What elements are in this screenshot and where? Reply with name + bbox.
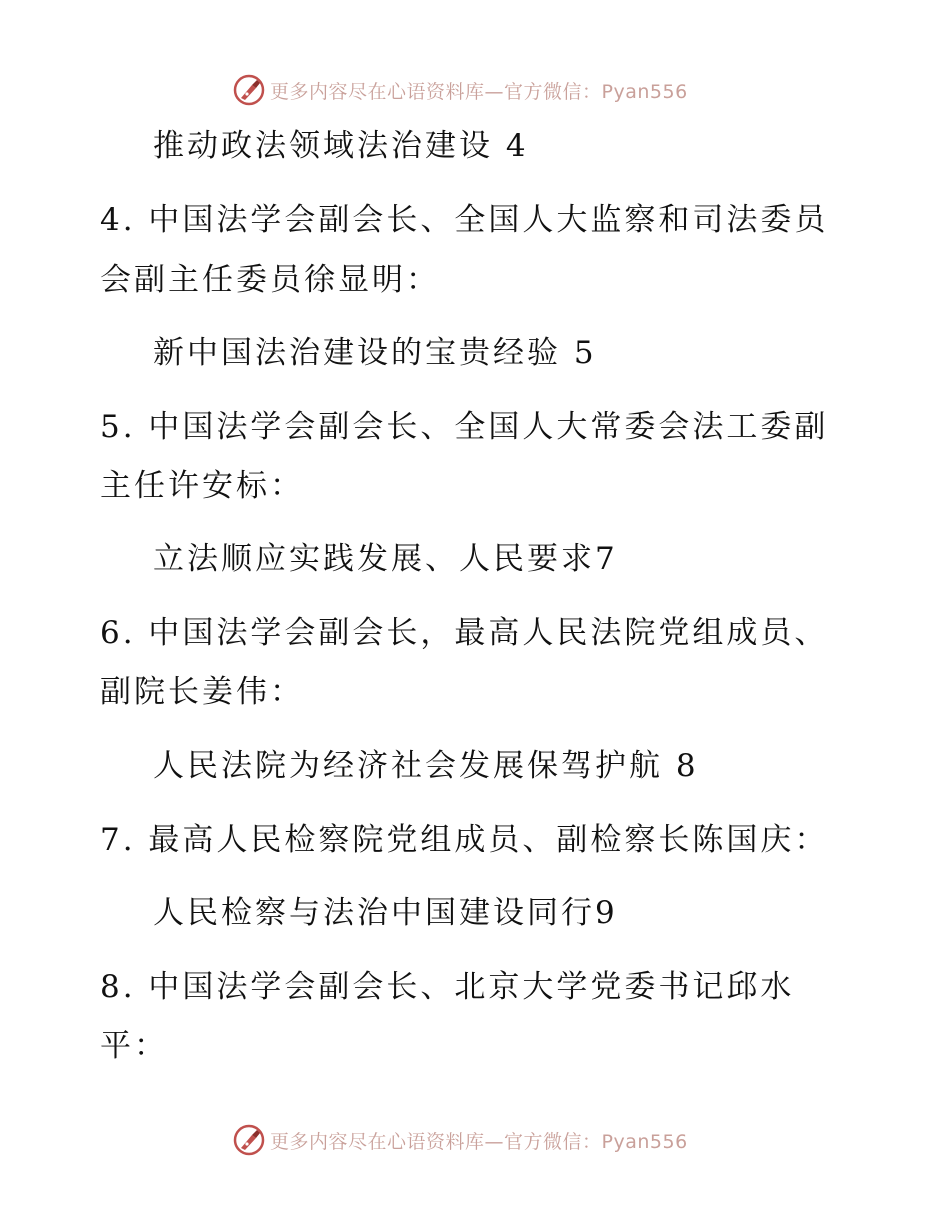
footer-watermark <box>232 1120 688 1160</box>
toc-line: 立法顺应实践发展、人民要求7 <box>153 541 618 577</box>
toc-line: 会副主任委员徐显明： <box>100 262 440 298</box>
toc-line: 7. 最高人民检察院党组成员、副检察长陈国庆： <box>100 822 829 858</box>
toc-line: 平： <box>100 1028 168 1064</box>
toc-line: 人民法院为经济社会发展保驾护航 8 <box>153 748 699 784</box>
toc-line: 5. 中国法学会副会长、全国人大常委会法工委副 <box>100 409 829 445</box>
toc-line: 主任许安标： <box>100 468 304 504</box>
toc-line: 推动政法领域法治建设 4 <box>153 128 529 164</box>
header-watermark <box>232 70 688 110</box>
pen-nib-icon <box>232 1123 266 1157</box>
toc-line: 副院长姜伟： <box>100 674 304 710</box>
toc-line: 8. 中国法学会副会长、北京大学党委书记邱水 <box>100 969 795 1005</box>
pen-nib-icon <box>232 73 266 107</box>
watermark-text: 更多内容尽在心语资料库—官方微信：Pyan556 <box>270 80 688 103</box>
toc-line: 新中国法治建设的宝贵经验 5 <box>153 335 597 371</box>
toc-line: 人民检察与法治中国建设同行9 <box>153 895 618 931</box>
toc-line: 6. 中国法学会副会长，最高人民法院党组成员、 <box>100 615 829 651</box>
toc-line: 4. 中国法学会副会长、全国人大监察和司法委员 <box>100 202 829 238</box>
watermark-text: 更多内容尽在心语资料库—官方微信：Pyan556 <box>270 1130 688 1153</box>
